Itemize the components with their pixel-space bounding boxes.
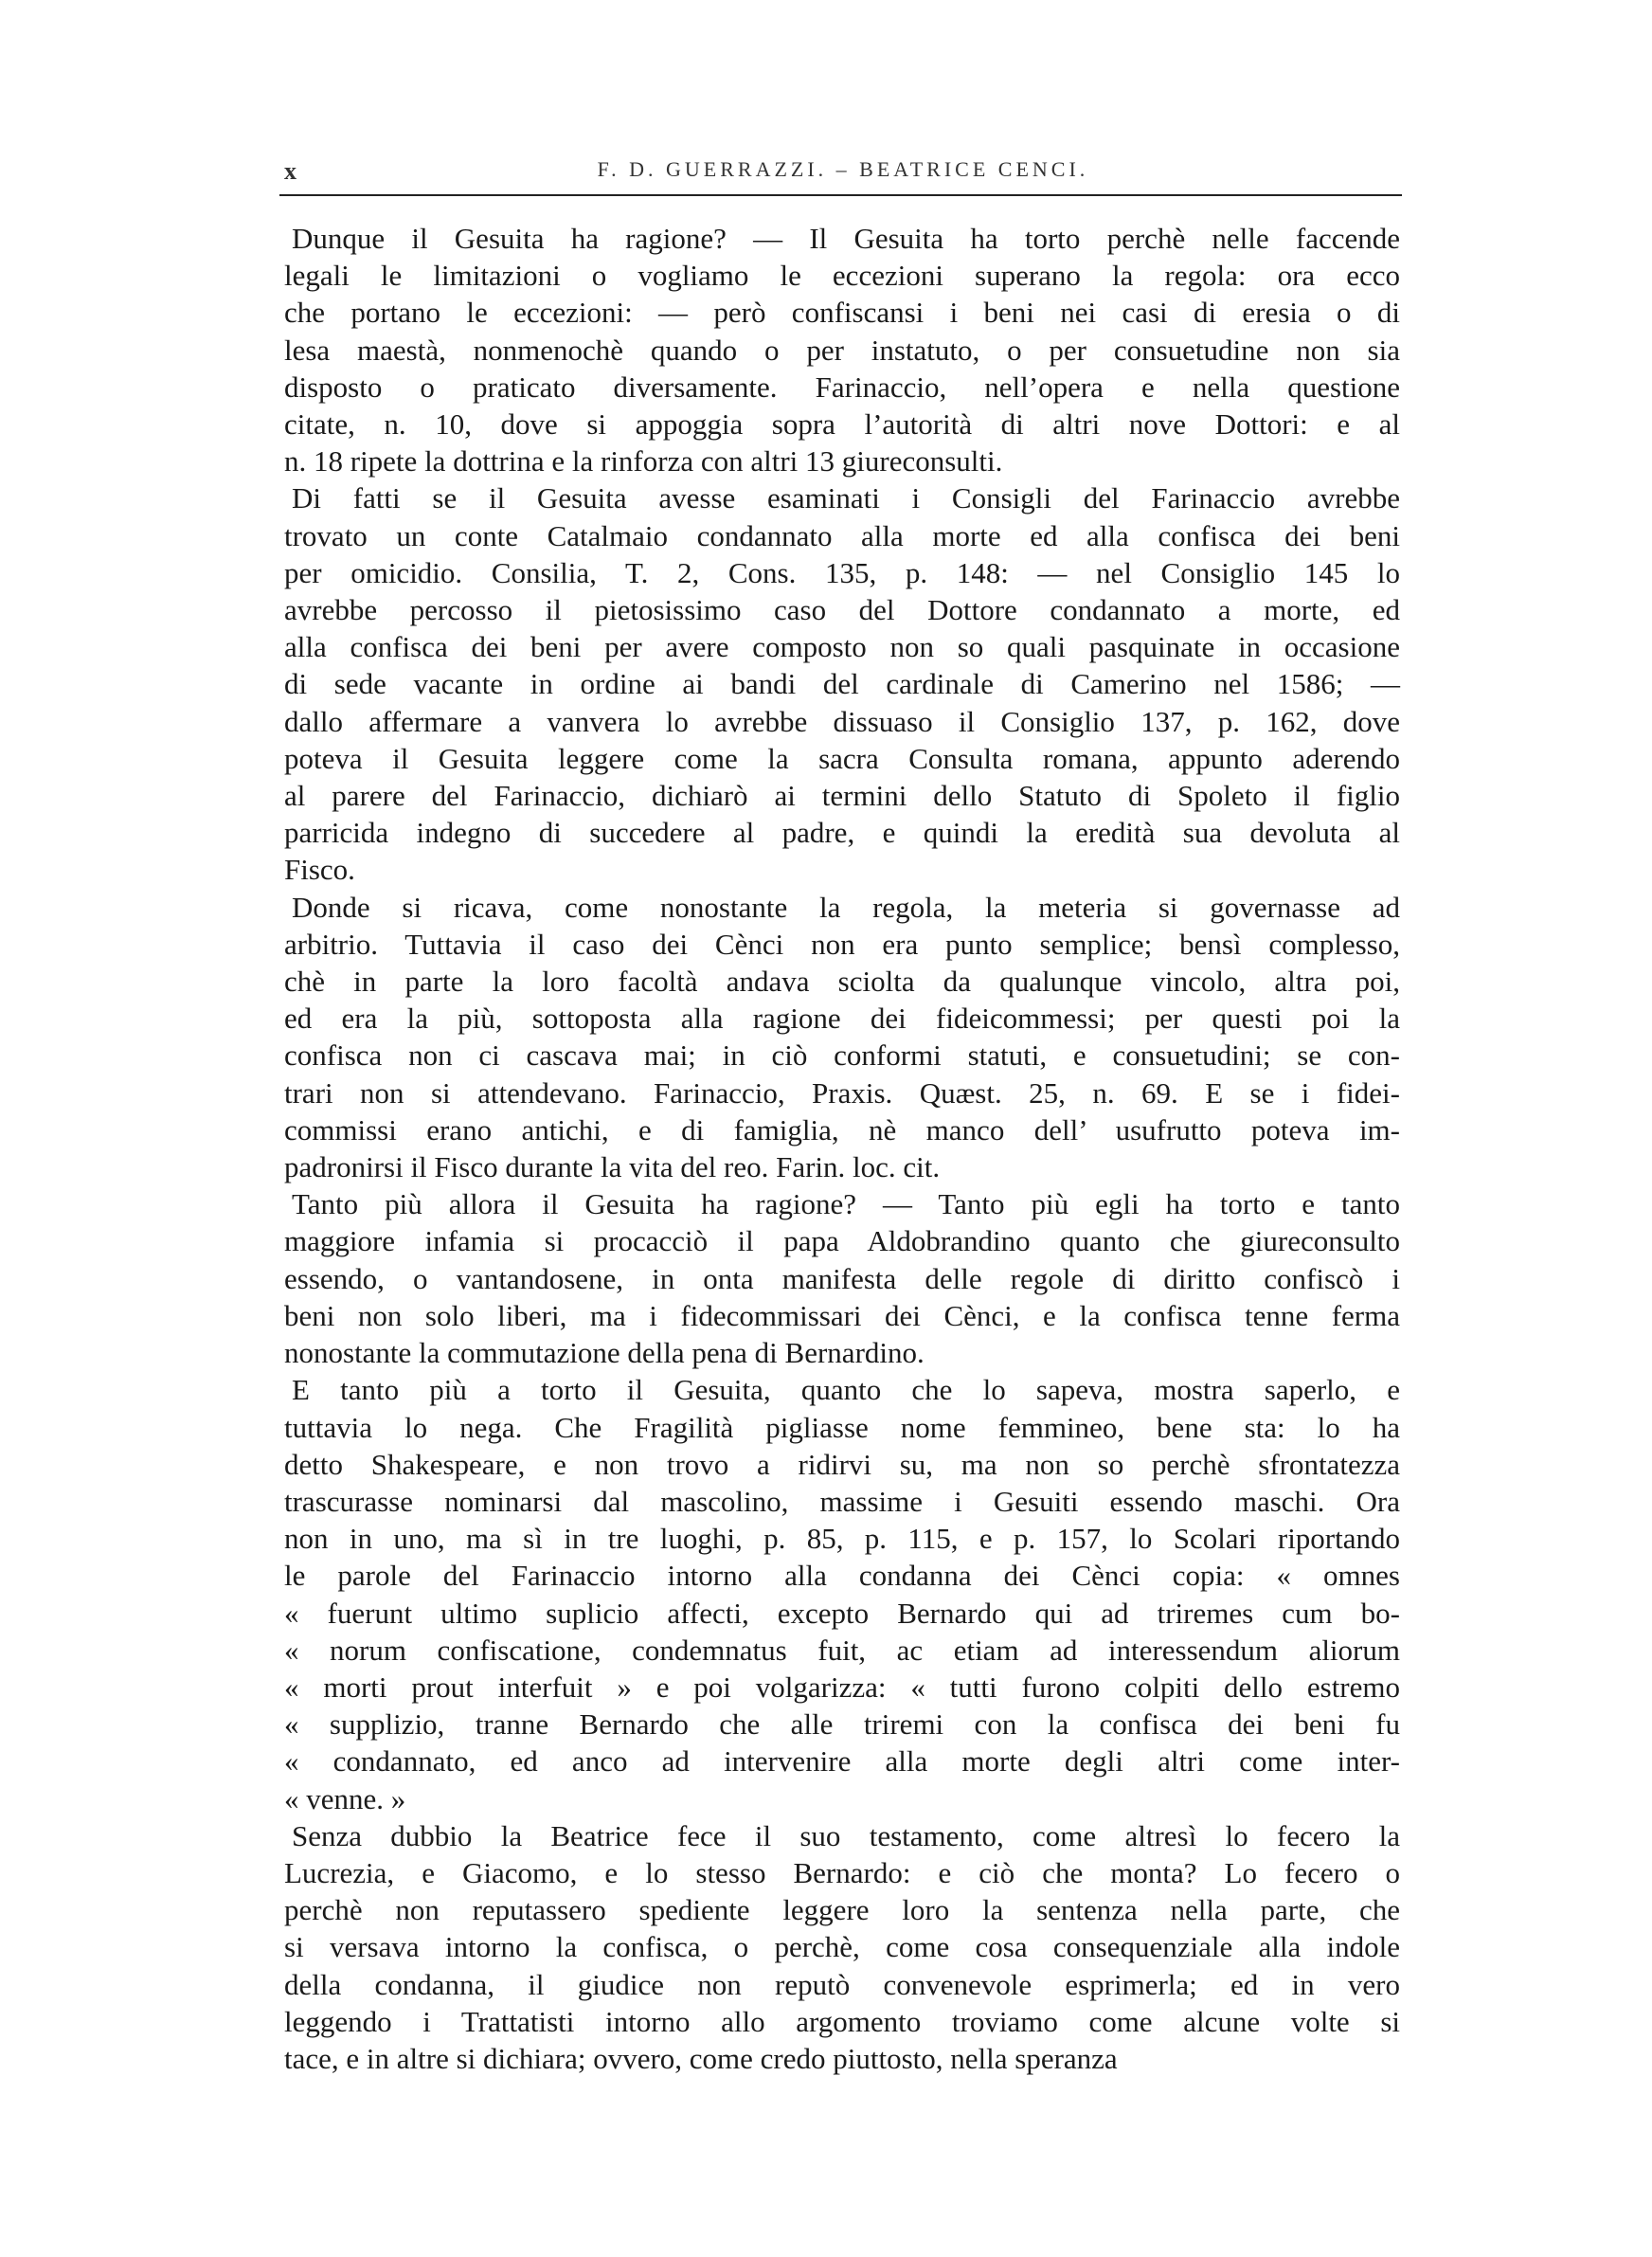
- text-line: di sede vacante in ordine ai bandi del cardinale di Camerino nel 1586; —: [284, 667, 1400, 701]
- text-line: « condannato, ed anco ad intervenire alla morte degli altri come inter-: [284, 1744, 1400, 1779]
- text-line: commissi erano antichi, e di famiglia, nè manco dell’ usufrutto poteva im-: [284, 1112, 1400, 1147]
- text-line: perchè non reputassero spediente leggere loro la sentenza nella parte, che: [284, 1893, 1400, 1927]
- text-line: trovato un conte Catalmaio condannato alla morte ed alla confisca dei beni: [284, 518, 1400, 552]
- text-line: legali le limitazioni o vogliamo le eccezioni superano la regola: ora ecco: [284, 259, 1400, 293]
- body-text: [284, 220, 1400, 2077]
- text-line: detto Shakespeare, e non trovo a ridirvi su, ma non so perchè sfrontatezza: [284, 1447, 1400, 1481]
- text-line: « norum confiscatione, condemnatus fuit, ac etiam ad interessendum aliorum: [284, 1633, 1400, 1667]
- text-line: nonostante la commutazione della pena di Bernardino.: [284, 1336, 925, 1370]
- text-line: lesa maestà, nonmenochè quando o per instatuto, o per consuetudine non sia: [284, 333, 1400, 367]
- paragraph: [284, 479, 1400, 888]
- paragraph: [284, 1185, 1400, 1371]
- running-head: [284, 152, 1402, 190]
- text-line: non in uno, ma sì in tre luoghi, p. 85, p. 115, e p. 157, lo Scolari riportando: [284, 1522, 1400, 1556]
- text-line: al parere del Farinaccio, dichiarò ai termini dello Statuto di Spoleto il figlio: [284, 779, 1400, 813]
- page-number: x: [284, 157, 296, 185]
- text-line: poteva il Gesuita leggere come la sacra Consulta romana, appunto aderendo: [284, 741, 1400, 775]
- text-line: Donde si ricava, come nonostante la regola, la meteria si governasse ad: [292, 890, 1400, 924]
- text-line: leggendo i Trattatisti intorno allo argomento troviamo come alcune volte si: [284, 2004, 1400, 2038]
- text-line: « supplizio, tranne Bernardo che alle triremi con la confisca dei beni fu: [284, 1707, 1400, 1742]
- text-line: le parole del Farinaccio intorno alla condanna dei Cènci copia: « omnes: [284, 1559, 1400, 1593]
- paragraph: [284, 889, 1400, 1186]
- paragraph: [284, 1371, 1400, 1816]
- text-line: della condanna, il giudice non reputò convenevole esprimerla; ed in vero: [284, 1967, 1400, 2001]
- text-line: avrebbe percosso il pietosissimo caso del Dottore condannato a morte, ed: [284, 593, 1400, 627]
- text-line: n. 18 ripete la dottrina e la rinforza con altri 13 giureconsulti.: [284, 444, 1003, 478]
- text-line: citate, n. 10, dove si appoggia sopra l’autorità di altri nove Dottori: e al: [284, 407, 1400, 442]
- text-line: che portano le eccezioni: — però confiscansi i beni nei casi di eresia o di: [284, 296, 1400, 330]
- text-line: disposto o praticato diversamente. Farinaccio, nell’opera e nella questione: [284, 370, 1400, 404]
- text-line: E tanto più a torto il Gesuita, quanto che lo sapeva, mostra saperlo, e: [292, 1373, 1400, 1407]
- text-line: dallo affermare a vanvera lo avrebbe dissuaso il Consiglio 137, p. 162, dove: [284, 704, 1400, 738]
- running-title: F. D. GUERRAZZI. – BEATRICE CENCI.: [597, 157, 1089, 181]
- text-line: si versava intorno la confisca, o perchè, come cosa consequenziale alla indole: [284, 1930, 1400, 1964]
- text-line: arbitrio. Tuttavia il caso dei Cènci non era punto semplice; bensì complesso,: [284, 927, 1400, 961]
- text-line: beni non solo liberi, ma i fidecommissari dei Cènci, e la confisca tenne ferma: [284, 1298, 1400, 1332]
- text-line: Senza dubbio la Beatrice fece il suo testamento, come altresì lo fecero la: [292, 1818, 1400, 1852]
- text-line: chè in parte la loro facoltà andava sciolta da qualunque vincolo, altra poi,: [284, 965, 1400, 999]
- paragraph: [284, 220, 1400, 479]
- text-line: tuttavia lo nega. Che Fragilità pigliasse nome femmineo, bene sta: lo ha: [284, 1410, 1400, 1444]
- text-line: « morti prout interfuit » e poi volgarizza: « tutti furono colpiti dello estremo: [284, 1670, 1400, 1704]
- text-line: « fuerunt ultimo suplicio affecti, excepto Bernardo qui ad triremes cum bo-: [284, 1596, 1400, 1630]
- header-rule: [279, 194, 1402, 196]
- text-line: essendo, o vantandosene, in onta manifesta delle regole di diritto confiscò i: [284, 1261, 1400, 1295]
- text-line: « venne. »: [284, 1781, 406, 1815]
- text-line: maggiore infamia si procacciò il papa Aldobrandino quanto che giureconsulto: [284, 1224, 1400, 1258]
- text-line: trascurasse nominarsi dal mascolino, massime i Gesuiti essendo maschi. Ora: [284, 1484, 1400, 1518]
- text-line: parricida indegno di succedere al padre, e quindi la eredità sua devoluta al: [284, 816, 1400, 850]
- text-line: Fisco.: [284, 853, 355, 887]
- text-line: Dunque il Gesuita ha ragione? — Il Gesuita ha torto perchè nelle faccende: [292, 222, 1400, 255]
- text-line: alla confisca dei beni per avere composto non so quali pasquinate in occasione: [284, 630, 1400, 664]
- text-line: ed era la più, sottoposta alla ragione dei fideicommessi; per questi poi la: [284, 1002, 1400, 1036]
- text-line: Di fatti se il Gesuita avesse esaminati i Consigli del Farinaccio avrebbe: [292, 481, 1400, 515]
- text-line: tace, e in altre si dichiara; ovvero, come credo piuttosto, nella speranza: [284, 2041, 1118, 2075]
- text-line: per omicidio. Consilia, T. 2, Cons. 135, p. 148: — nel Consiglio 145 lo: [284, 555, 1400, 589]
- text-line: confisca non ci cascava mai; in ciò conformi statuti, e consuetudini; se con-: [284, 1038, 1400, 1073]
- text-line: Tanto più allora il Gesuita ha ragione? — Tanto più egli ha torto e tanto: [292, 1187, 1400, 1221]
- text-line: padronirsi il Fisco durante la vita del reo. Farin. loc. cit.: [284, 1150, 941, 1184]
- text-line: Lucrezia, e Giacomo, e lo stesso Bernardo: e ciò che monta? Lo fecero o: [284, 1855, 1400, 1889]
- text-line: trari non si attendevano. Farinaccio, Praxis. Quæst. 25, n. 69. E se i fidei-: [284, 1075, 1400, 1110]
- paragraph: [284, 1817, 1400, 2077]
